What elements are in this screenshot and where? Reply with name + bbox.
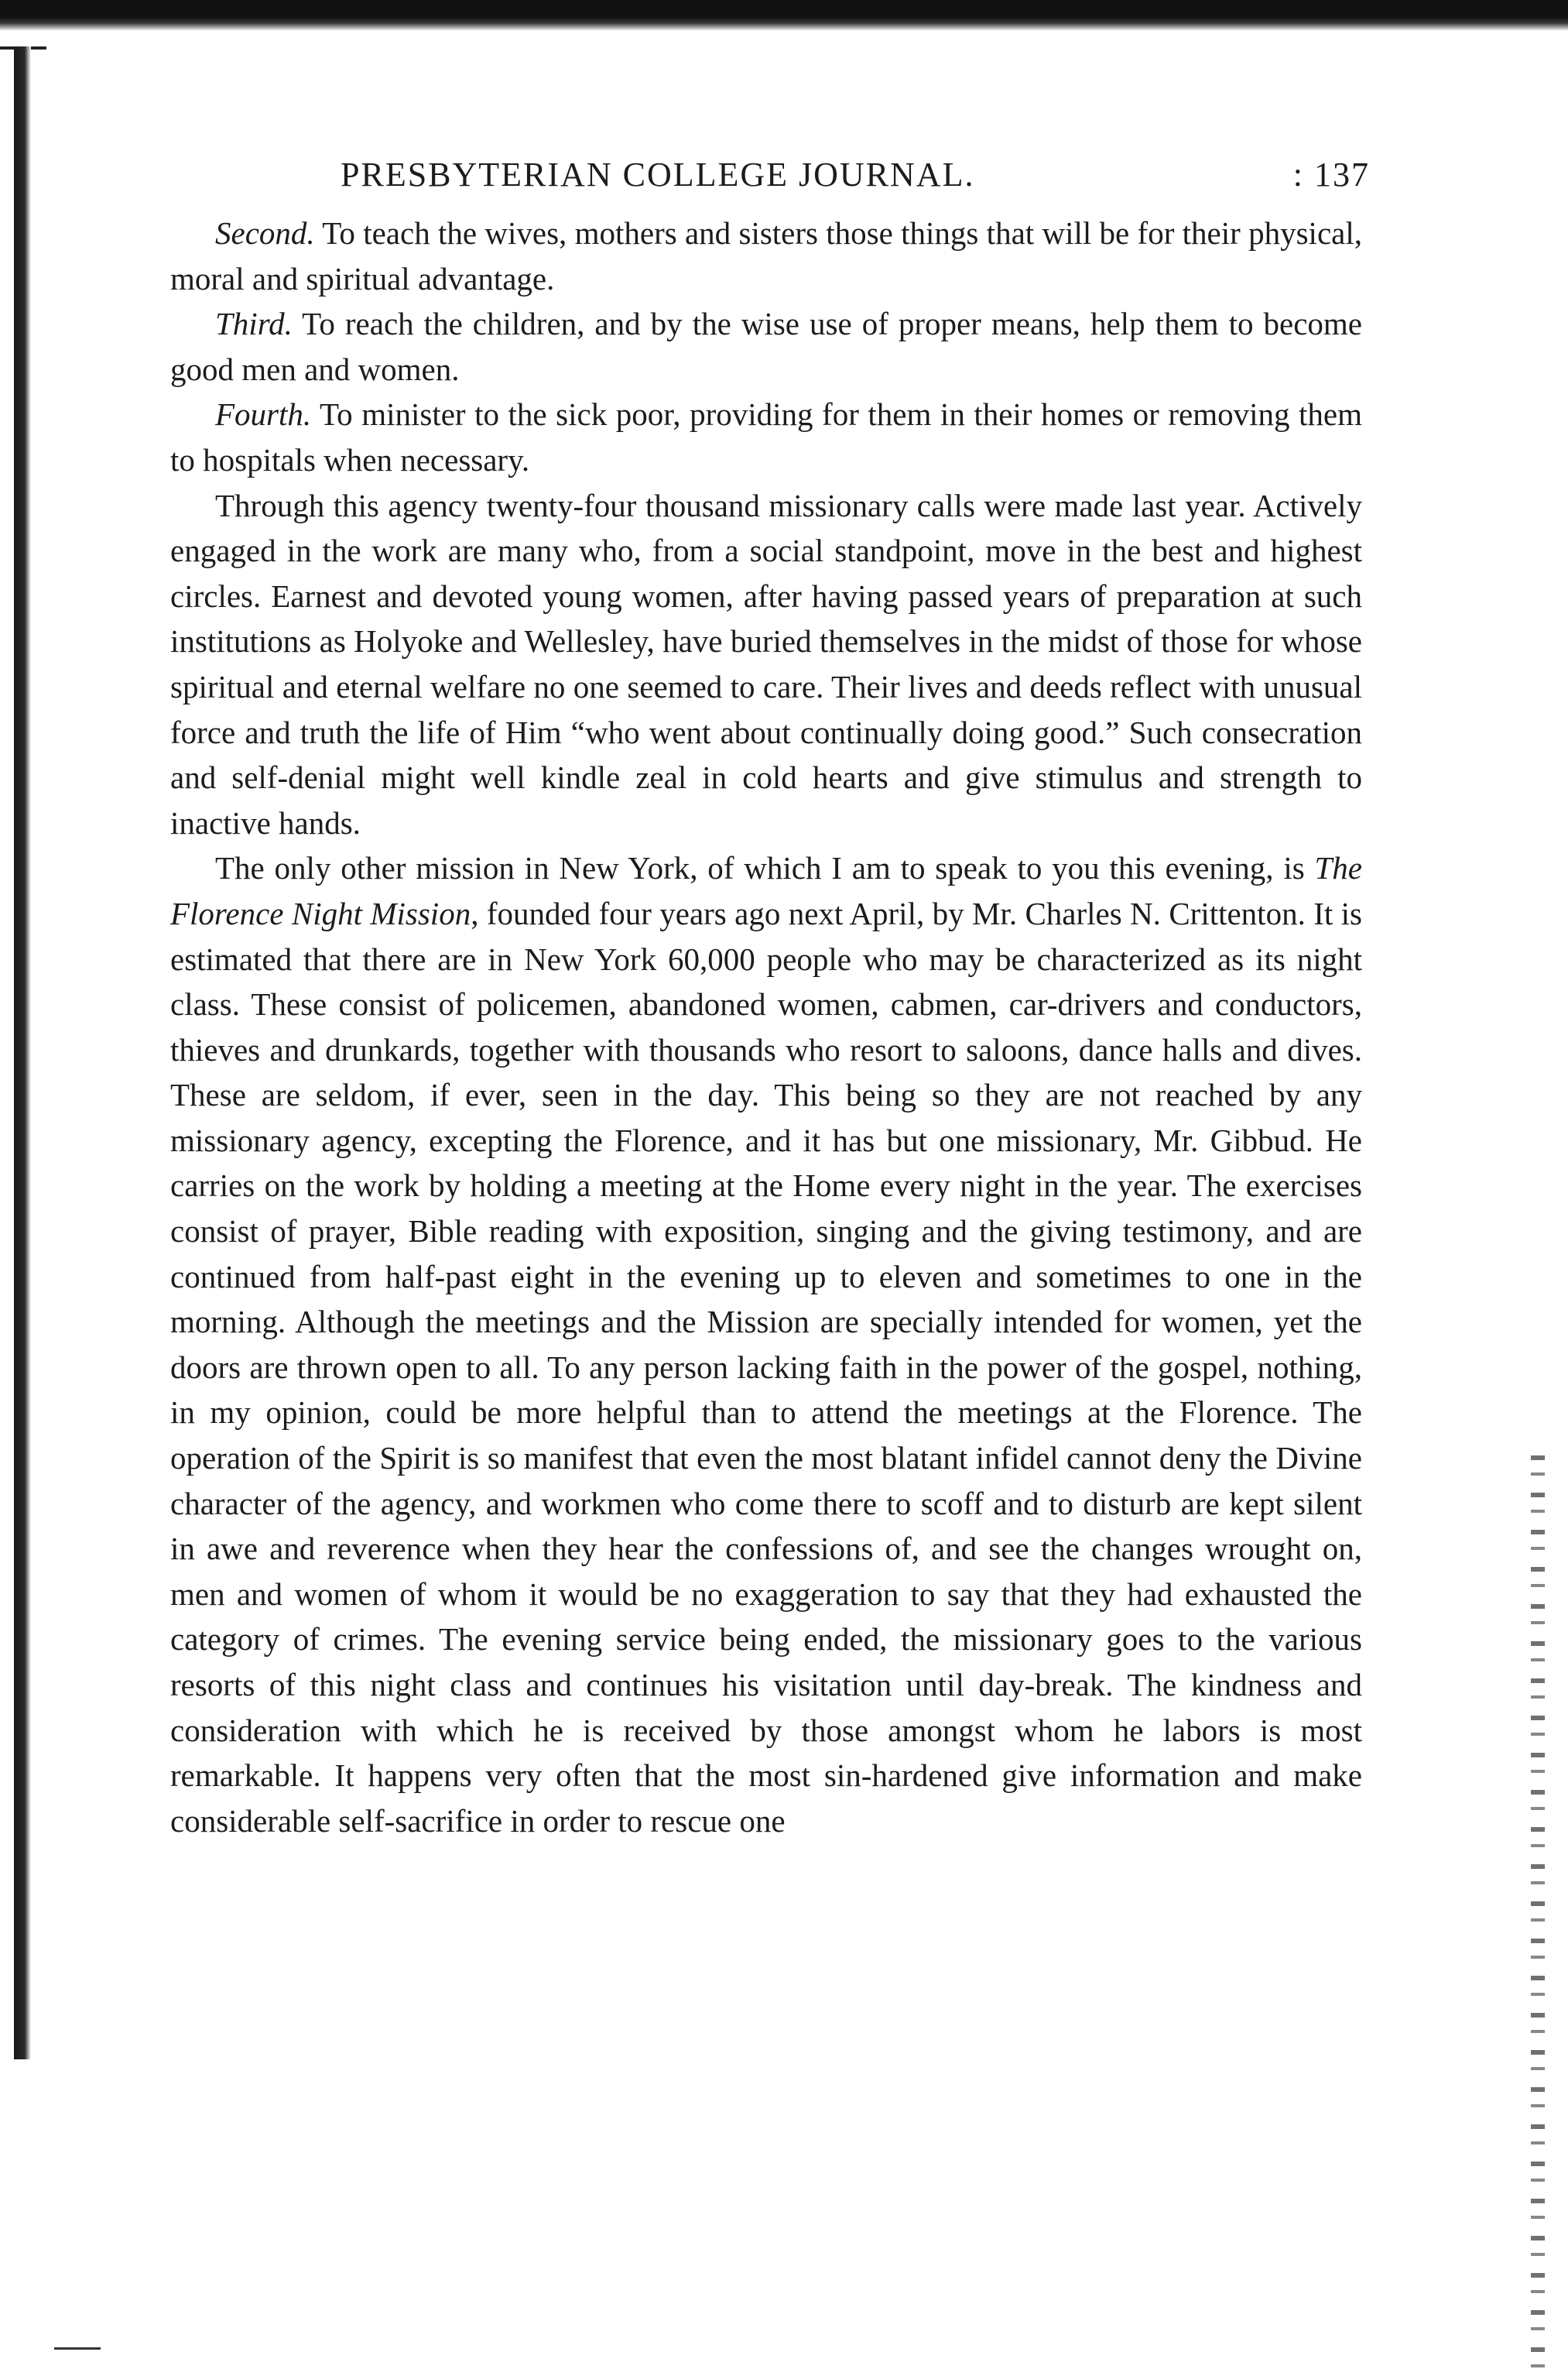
page bbox=[170, 155, 1370, 1843]
paragraph-lead: Fourth. bbox=[215, 396, 312, 433]
paragraph-body-start: The only other mission in New York, of which I am to speak to you this evening, is bbox=[215, 850, 1315, 886]
scan-right-margin-marks bbox=[1531, 1455, 1545, 2369]
paragraph-body: Through this agency twenty-four thousand missionary calls were made last year. Actively engaged in the work are many who, from a social standpoint, move in the best and highest circles. Earnest and devoted young women, after having passed years of preparation at such institutions as Holyoke and Wellesley, have buried themselves in the midst of those for whose spiritual and eternal welfare no one seemed to care. Their lives and deeds reflect with unusual force and truth the life of Him “who went about continually doing good.” Such consecration and self-denial might well kindle zeal in cold hearts and give stimulus and strength to inactive hands. bbox=[170, 487, 1362, 841]
page-number: : 137 bbox=[1292, 156, 1370, 194]
mission-name: The Florence Night Mission bbox=[170, 850, 1362, 931]
paragraph-second bbox=[170, 211, 1362, 301]
paragraph-agency bbox=[170, 483, 1362, 846]
body-text bbox=[170, 211, 1362, 1843]
paragraph-lead: Third. bbox=[215, 306, 293, 342]
scan-bottom-mark bbox=[54, 2347, 101, 2350]
scan-left-edge bbox=[14, 46, 31, 2059]
paragraph-fourth bbox=[170, 392, 1362, 482]
paragraph-lead: Second. bbox=[215, 215, 315, 251]
paragraph-florence-mission bbox=[170, 845, 1362, 1843]
scan-top-edge bbox=[0, 0, 1568, 31]
journal-title: PRESBYTERIAN COLLEGE JOURNAL. bbox=[341, 156, 975, 194]
paragraph-body: To minister to the sick poor, providing for them in their homes or removing them to hospitals when necessary. bbox=[170, 396, 1362, 478]
paragraph-third bbox=[170, 301, 1362, 392]
paragraph-body-rest: , founded four years ago next April, by Mr. Charles N. Crittenton. It is estimated that there are in New York 60,000 people who may be characterized as its night class. These consist of policemen, abandoned women, cabmen, car-drivers and conductors, thieves and drunkards, together with thousands who resort to saloons, dance halls and dives. These are seldom, if ever, seen in the day. This being so they are not reached by any missionary agency, excepting the Florence, and it has but one missionary, Mr. Gibbud. He carries on the work by holding a meeting at the Home every night in the year. The exercises consist of prayer, Bible reading with exposition, singing and the giving testimony, and are continued from half-past eight in the evening up to eleven and sometimes to one in the morning. Although the meetings and the Mission are specially intended for women, yet the doors are thrown open to all. To any person lacking faith in the power of the gospel, nothing, in my opinion, could be more helpful than to attend the meetings at the Florence. The operation of the Spirit is so manifest that even the most blatant infidel cannot deny the Divine character of the agency, and workmen who come there to scoff and to disturb are kept silent in awe and reverence when they hear the confessions of, and see the changes wrought on, men and women of whom it would be no exaggeration to say that they had exhausted the category of crimes. The evening service being ended, the missionary goes to the various resorts of this night class and continues his visitation until day-break. The kindness and consideration with which he is received by those amongst whom he labors is most remarkable. It happens very often that the most sin-hardened give information and make considerable self-sacrifice in order to rescue one bbox=[170, 895, 1362, 1839]
paragraph-body: To teach the wives, mothers and sisters those things that will be for their physical, moral and spiritual advantage. bbox=[170, 215, 1362, 297]
running-head bbox=[170, 155, 1370, 209]
paragraph-body: To reach the children, and by the wise use of proper means, help them to become good men and women. bbox=[170, 306, 1362, 387]
